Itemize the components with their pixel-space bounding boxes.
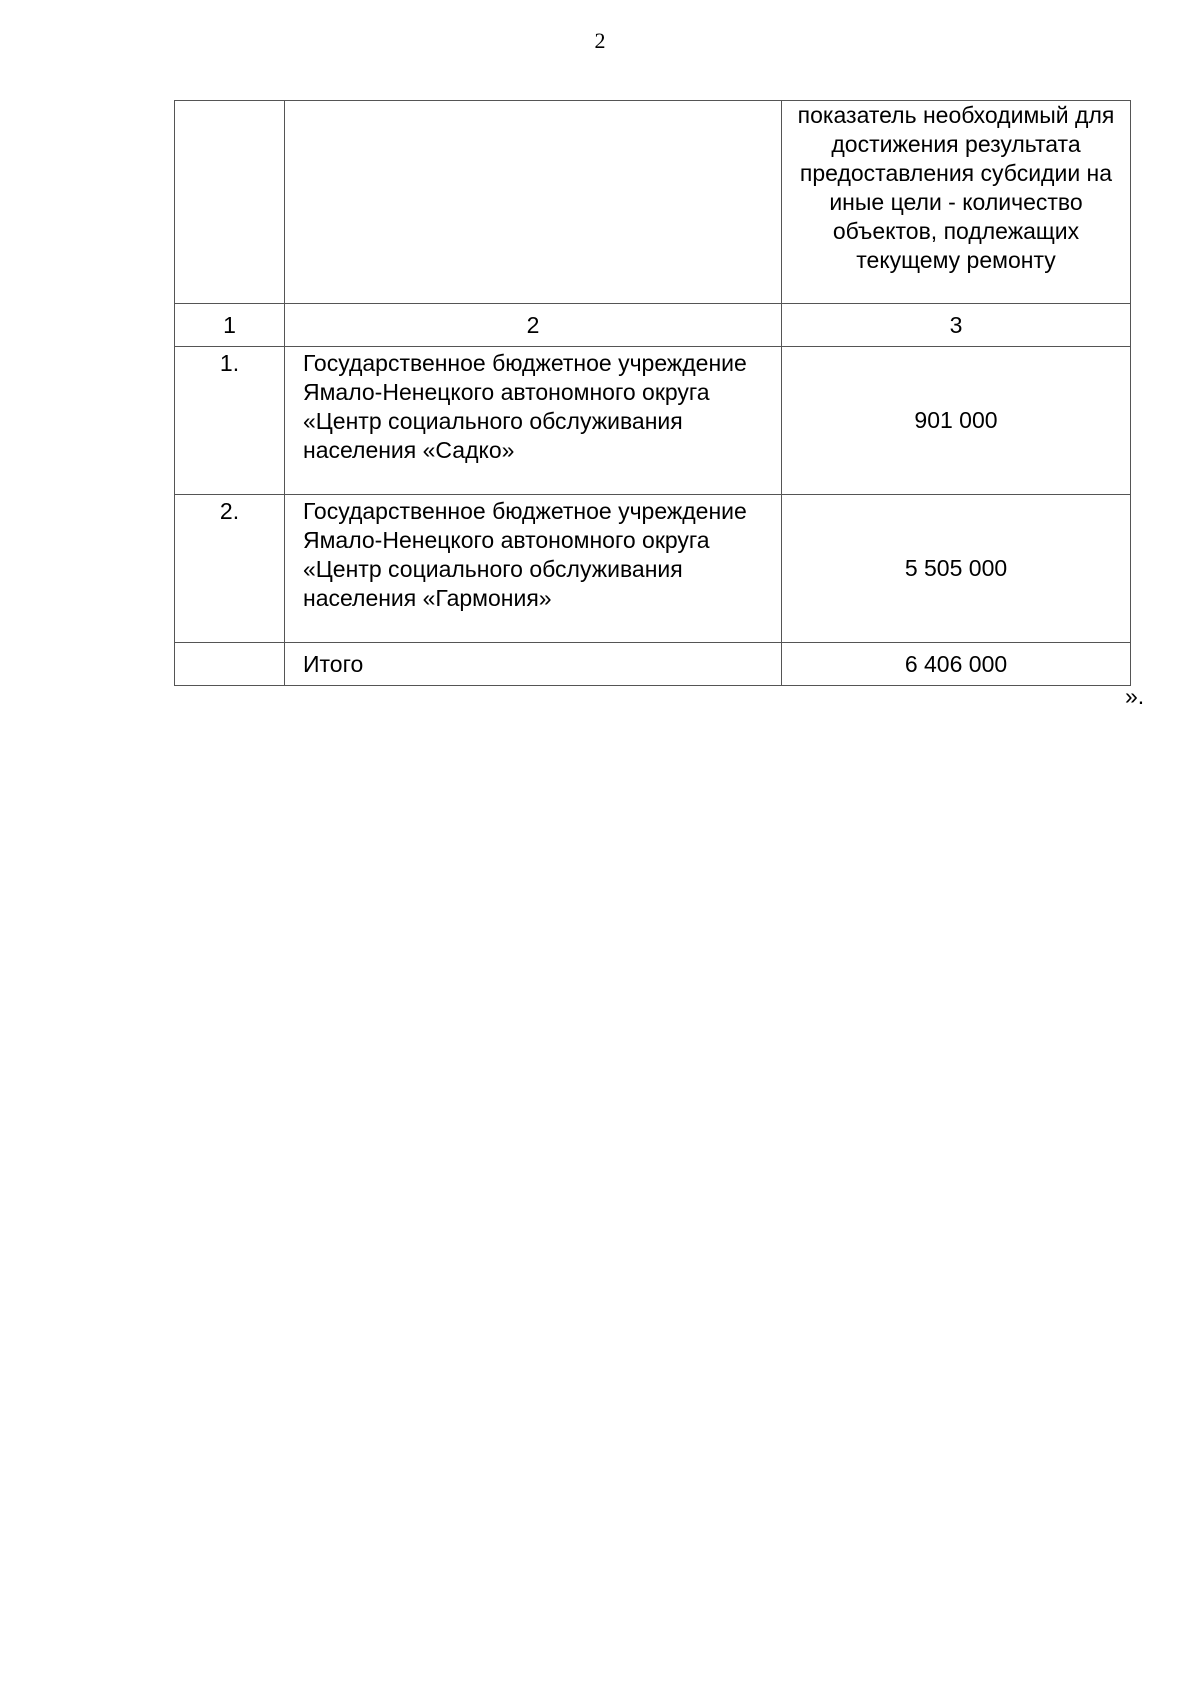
header-cell-2 (285, 101, 782, 304)
total-label: Итого (285, 643, 782, 686)
page-number: 2 (594, 28, 606, 53)
table-row (175, 495, 1131, 643)
institution-name: Государственное бюджетное учреждение Ямало-Ненецкого автономного округа «Центр социального обслуживания населения «Гармония» (285, 495, 782, 643)
total-amount: 6 406 000 (782, 643, 1131, 686)
column-number-3: 3 (782, 304, 1131, 347)
column-number-row (175, 304, 1131, 347)
column-number-1: 1 (175, 304, 285, 347)
total-row (175, 643, 1131, 686)
table-row (175, 347, 1131, 495)
table-header-row (175, 101, 1131, 304)
row-number: 2. (175, 495, 285, 643)
column-number-2: 2 (285, 304, 782, 347)
closing-quote-mark: ». (1125, 683, 1145, 709)
header-cell-indicator: показатель необходимый для достижения результата предоставления субсидии на иные цели - количество объектов, подлежащих текущему ремонту (782, 101, 1131, 304)
total-number (175, 643, 285, 686)
header-cell-1 (175, 101, 285, 304)
row-number: 1. (175, 347, 285, 495)
institution-name: Государственное бюджетное учреждение Ямало-Ненецкого автономного округа «Центр социального обслуживания населения «Садко» (285, 347, 782, 495)
subsidy-table (174, 100, 1131, 686)
row-amount: 5 505 000 (782, 495, 1131, 643)
row-amount: 901 000 (782, 347, 1131, 495)
